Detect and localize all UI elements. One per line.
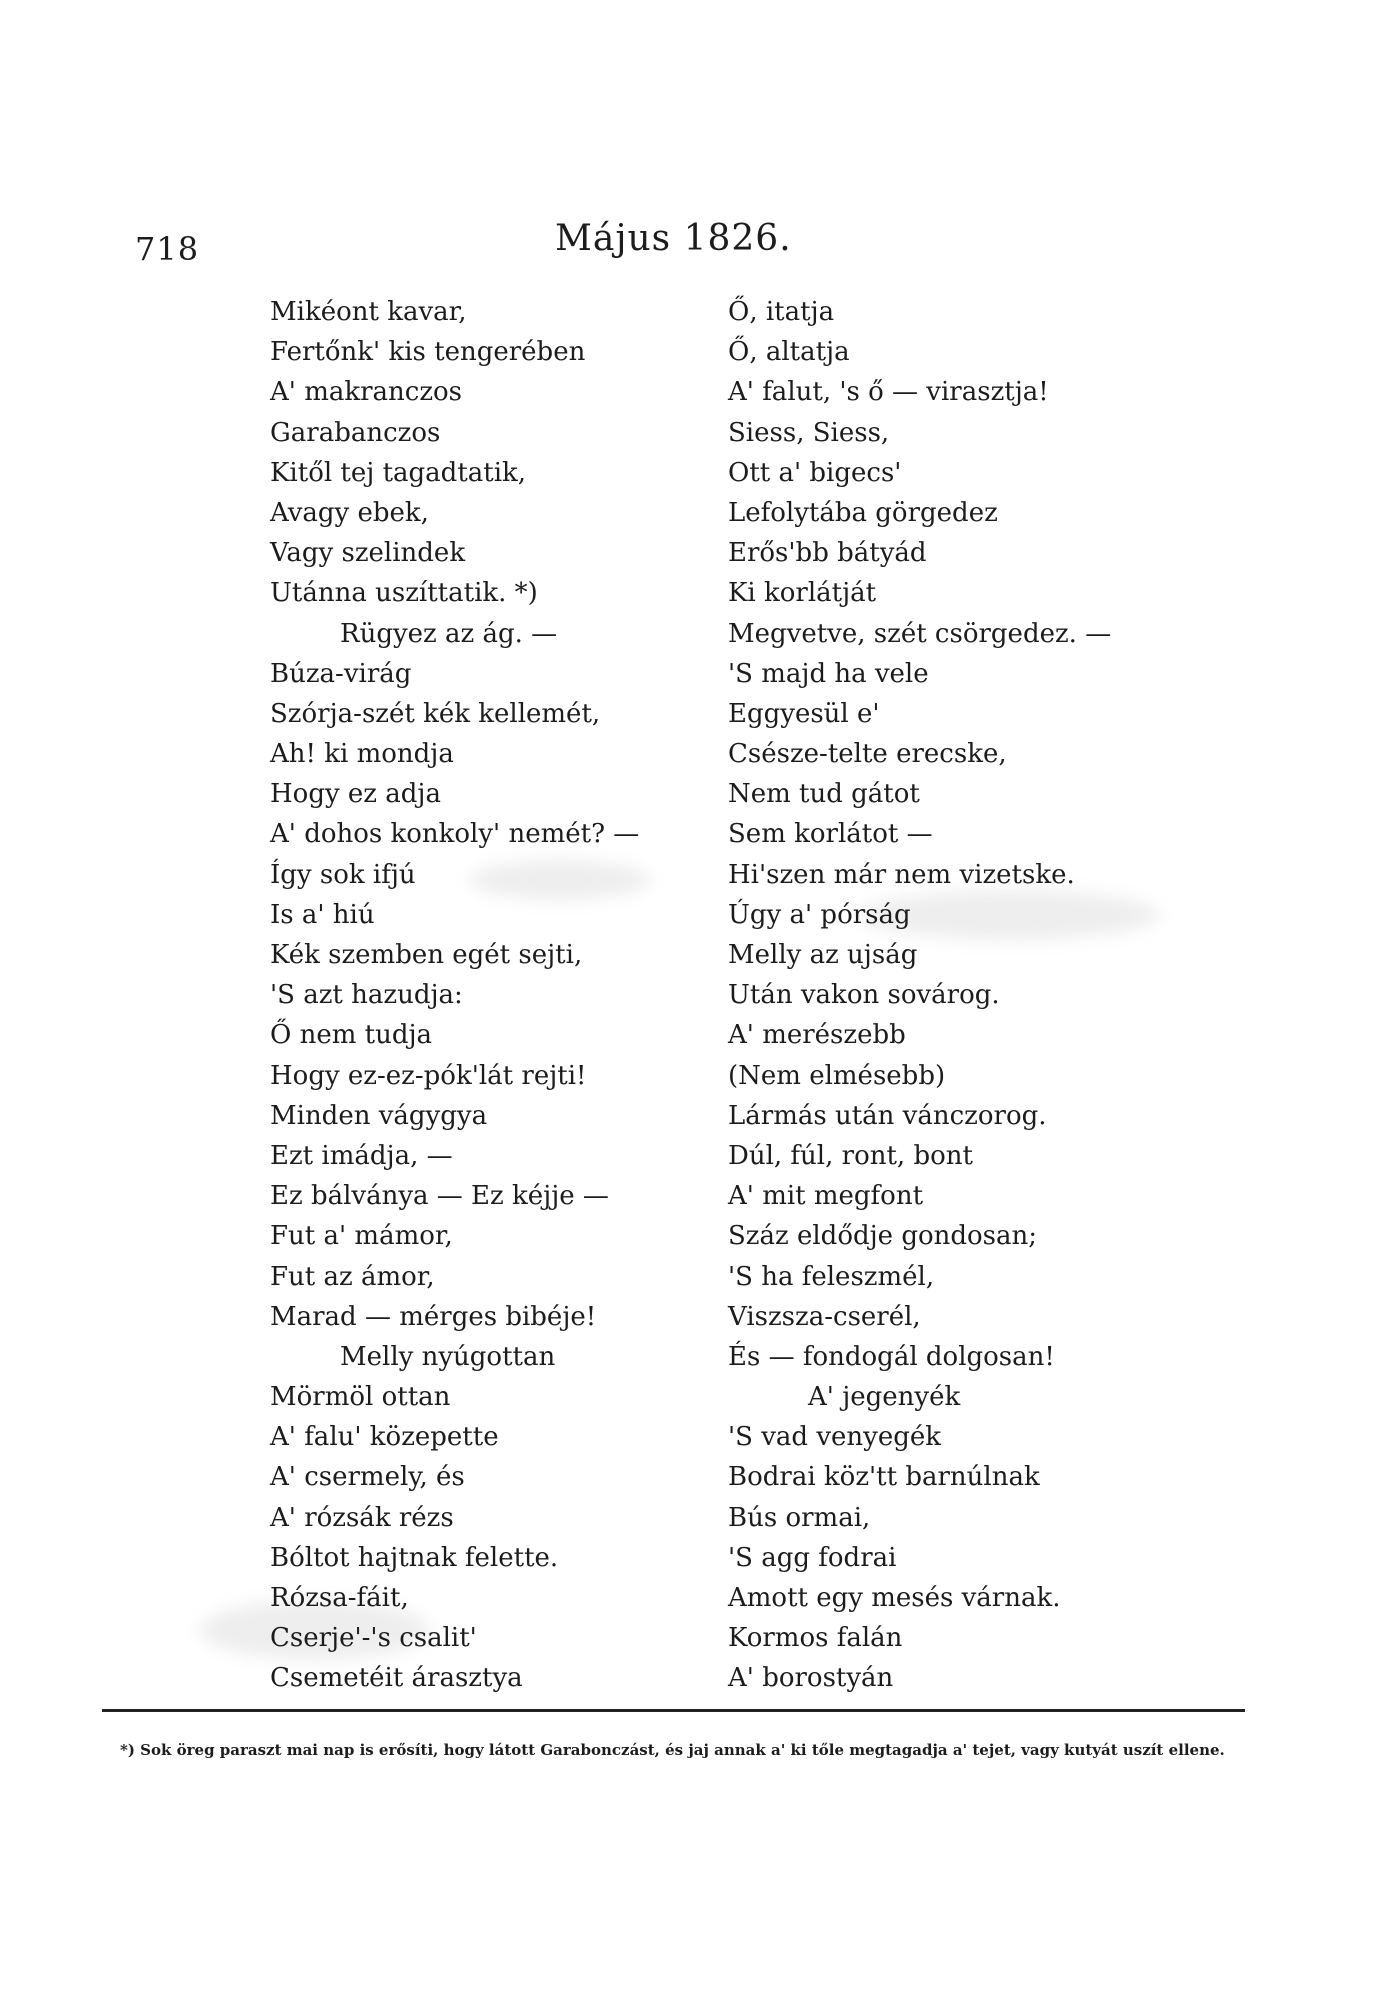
verse-line: 'S agg fodrai	[728, 1542, 897, 1573]
verse-line: Ki korlátját	[728, 578, 877, 609]
verse-line: Nem tud gátot	[728, 779, 920, 810]
footnote-rule	[102, 1709, 1245, 1712]
verse-line: Marad — mérges bibéje!	[270, 1301, 597, 1332]
verse-line: Úgy a' pórság	[728, 899, 911, 930]
verse-line: A' csermely, és	[270, 1462, 465, 1493]
verse-line: Fut a' mámor,	[270, 1221, 453, 1252]
verse-line: Hi'szen már nem vizetske.	[728, 859, 1075, 890]
left-poem-column	[270, 292, 639, 1699]
verse-line: 'S majd ha vele	[728, 658, 929, 689]
verse-line: Melly nyúgottan	[340, 1341, 556, 1372]
verse-line: Ez bálványa — Ez kéjje —	[270, 1181, 609, 1212]
verse-line: Hogy ez adja	[270, 779, 441, 810]
verse-line: A' falut, 's ő — virasztja!	[728, 377, 1049, 408]
verse-line: Avagy ebek,	[270, 497, 429, 528]
verse-line: Bodrai köz'tt barnúlnak	[728, 1462, 1040, 1493]
verse-line: Viszsza-cserél,	[728, 1301, 921, 1332]
verse-line: Eggyesül e'	[728, 698, 880, 729]
verse-line: Ő, altatja	[728, 337, 850, 368]
verse-line: Sem korlátot —	[728, 819, 933, 850]
running-title: Május 1826.	[555, 218, 792, 259]
verse-line: A' falu' közepette	[270, 1422, 499, 1453]
verse-line: A' mit megfont	[728, 1181, 924, 1212]
verse-line: 'S vad venyegék	[728, 1422, 942, 1453]
verse-line: Lármás után vánczorog.	[728, 1100, 1047, 1131]
verse-line: Ott a' bigecs'	[728, 457, 902, 488]
verse-line: A' borostyán	[728, 1663, 894, 1694]
verse-line: (Nem elmésebb)	[728, 1060, 946, 1091]
verse-line: Rózsa-fáit,	[270, 1583, 409, 1613]
verse-line: A' jegenyék	[808, 1382, 961, 1413]
verse-line: Csésze-telte erecske,	[728, 739, 1007, 770]
verse-line: Száz eldődje gondosan;	[728, 1221, 1038, 1252]
verse-line: Csemetéit árasztya	[270, 1663, 523, 1694]
verse-line: A' makranczos	[270, 377, 463, 408]
verse-line: Szórja-szét kék kellemét,	[270, 698, 601, 729]
verse-line: Hogy ez-ez-pók'lát rejti!	[270, 1060, 587, 1091]
verse-line: Ő, itatja	[728, 297, 835, 327]
verse-line: A' merészebb	[728, 1020, 906, 1051]
verse-line: Után vakon sovárog.	[728, 980, 1000, 1011]
verse-line: Bóltot hajtnak felette.	[270, 1542, 559, 1573]
verse-line: Amott egy mesés várnak.	[728, 1583, 1061, 1613]
verse-line: Cserje'-'s csalit'	[270, 1623, 477, 1654]
verse-line: A' dohos konkoly' nemét? —	[270, 819, 640, 850]
verse-line: Kormos falán	[728, 1623, 903, 1654]
verse-line: Lefolytába görgedez	[728, 497, 998, 528]
verse-line: Dúl, fúl, ront, bont	[728, 1140, 973, 1171]
verse-line: Siess, Siess,	[728, 417, 890, 448]
page-number: 718	[135, 230, 200, 268]
footnote: *) Sok öreg paraszt mai nap is erősíti, hogy látott Garabonczást, és jaj annak a' ki tőle megtagadja a' tejet, vagy kutyát uszít ellene.	[120, 1741, 1225, 1759]
verse-line: Rügyez az ág. —	[340, 618, 558, 649]
verse-line: Kék szemben egét sejti,	[270, 940, 583, 970]
verse-line: És — fondogál dolgosan!	[728, 1341, 1055, 1372]
verse-line: Garabanczos	[270, 417, 441, 448]
verse-line: Vagy szelindek	[270, 538, 466, 569]
verse-line: Fertőnk' kis tengerében	[270, 337, 586, 368]
verse-line: Búza-virág	[270, 658, 412, 689]
verse-line: Minden vágygya	[270, 1100, 488, 1131]
verse-line: Bús ormai,	[728, 1502, 871, 1533]
verse-line: 'S ha feleszmél,	[728, 1261, 935, 1292]
verse-line: Ezt imádja, —	[270, 1140, 453, 1171]
verse-line: Is a' hiú	[270, 899, 375, 930]
verse-line: Erős'bb bátyád	[728, 538, 927, 569]
verse-line: 'S azt hazudja:	[270, 980, 463, 1011]
right-poem-column	[728, 292, 1111, 1699]
verse-line: Fut az ámor,	[270, 1261, 435, 1292]
verse-line: Így sok ifjú	[270, 859, 416, 890]
verse-line: Ah! ki mondja	[270, 739, 454, 770]
verse-line: Kitől tej tagadtatik,	[270, 457, 527, 488]
verse-line: Melly az ujság	[728, 940, 918, 970]
verse-line: Mörmöl ottan	[270, 1382, 451, 1413]
verse-line: Mikéont kavar,	[270, 297, 467, 327]
verse-line: Megvetve, szét csörgedez. —	[728, 618, 1112, 649]
verse-line: Utánna uszíttatik. *)	[270, 578, 538, 609]
verse-line: Ő nem tudja	[270, 1020, 433, 1051]
verse-line: A' rózsák rézs	[270, 1502, 454, 1533]
